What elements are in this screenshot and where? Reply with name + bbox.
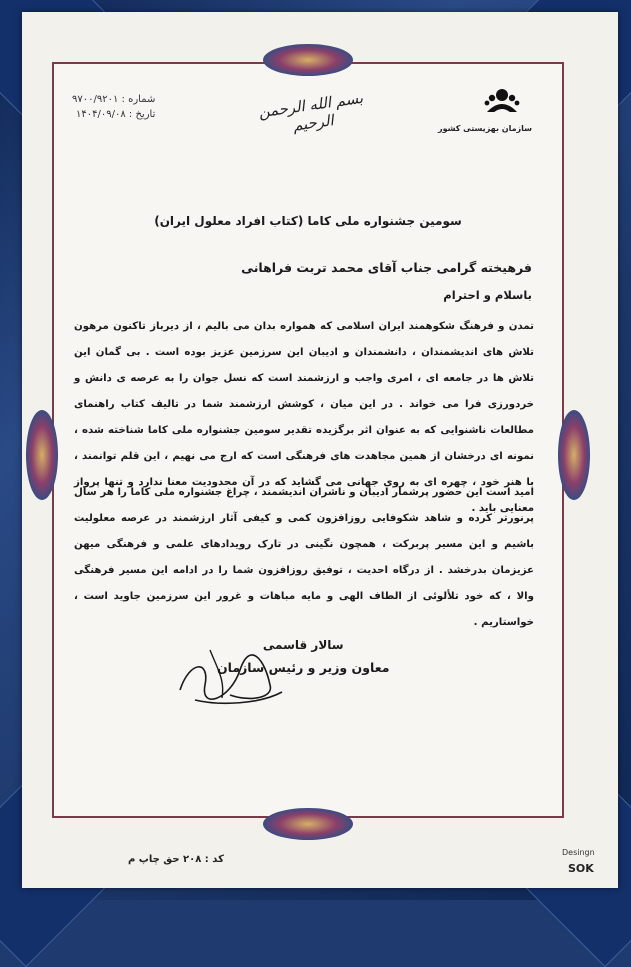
date-label: تاریخ : <box>128 109 156 120</box>
reference-block <box>72 92 155 122</box>
bismillah-calligraphy: بسم الله الرحمن الرحیم <box>257 88 365 135</box>
date-value: ۱۴۰۴/۰۹/۰۸ <box>76 109 126 120</box>
signer-name: سالار قاسمی <box>262 638 344 652</box>
reference-number-row <box>72 92 155 107</box>
welfare-logo-icon <box>483 86 521 118</box>
greeting-line: باسلام و احترام <box>443 288 532 302</box>
frame-medallion-bottom <box>263 808 353 840</box>
certificate-title: سومین جشنواره ملی کاما (کتاب افراد معلول ایران) <box>154 214 462 228</box>
reference-date-row <box>72 107 155 122</box>
signer-block <box>217 638 390 675</box>
recipient-salutation: فرهیخته گرامی جناب آقای محمد تربت فراهانی <box>241 260 532 275</box>
designer-label: Desingn <box>562 848 595 857</box>
frame-medallion-left <box>26 410 58 500</box>
number-label: شماره : <box>121 94 156 105</box>
body-paragraph-1: تمدن و فرهنگ شکوهمند ایران اسلامی که همواره بدان می بالیم ، از دیرباز تاکنون مرهون تلاش های اندیشمندان ، دانشمندان و ادیبان این سرزمین عزیز بوده است . بی گمان این تلاش ها در جامعه ای ، امری واجب و ارزشمند است که نسل جوان را به عرصه ی دانش و خردورزی فرا می خواند . در این میان ، کوشش ارزشمند شما در تالیف کتاب راهنمای مطالعات ناشنوایی که به عنوان اثر برگزیده تقدیر سومین جشنواره ملی کاما شناخته شده ، نمونه ای درخشان از همین مجاهدت های فرهنگی است که ارج می نهیم ، این قلم توانمند ، با هنر خود ، چهره ای به روی جهانی می گشاید که در آن محدودیت معنا ندارد و تنها پرواز معنایی باید . <box>74 321 534 514</box>
designer-brand: SOK <box>568 862 594 875</box>
frame-medallion-top <box>263 44 353 76</box>
organization-logo <box>437 86 532 133</box>
frame-medallion-right <box>558 410 590 500</box>
organization-name: سازمان بهزیستی کشور <box>437 124 532 133</box>
body-paragraph-2: امید است این حضور پرشمار ادیبان و ناشران اندیشمند ، چراغ جشنواره ملی کاما را هر سال پرنورتر کرده و شاهد شکوفایی روزافزون کمی و کیفی آثار ارزشمند در عرصه معلولیت باشیم و این مسیر پربرکت ، همچون نگینی در تارک رویدادهای علمی و فرهنگی میهن عزیزمان بدرخشد . از درگاه احدیت ، توفیق روزافزون شما را در ادامه این مسیر فرهنگی والا ، که خود تلألوئی از الطاف الهی و مایه مباهات و غرور این سرزمین جاوید است ، خواستاریم . <box>74 487 534 628</box>
signer-title: معاون وزیر و رئیس سازمان <box>217 660 390 675</box>
number-value: ۹۷۰۰/۹۲۰۱ <box>72 94 119 105</box>
certificate-content <box>62 78 554 808</box>
print-code-footer: کد : ۲۰۸ حق چاپ م <box>128 854 224 865</box>
